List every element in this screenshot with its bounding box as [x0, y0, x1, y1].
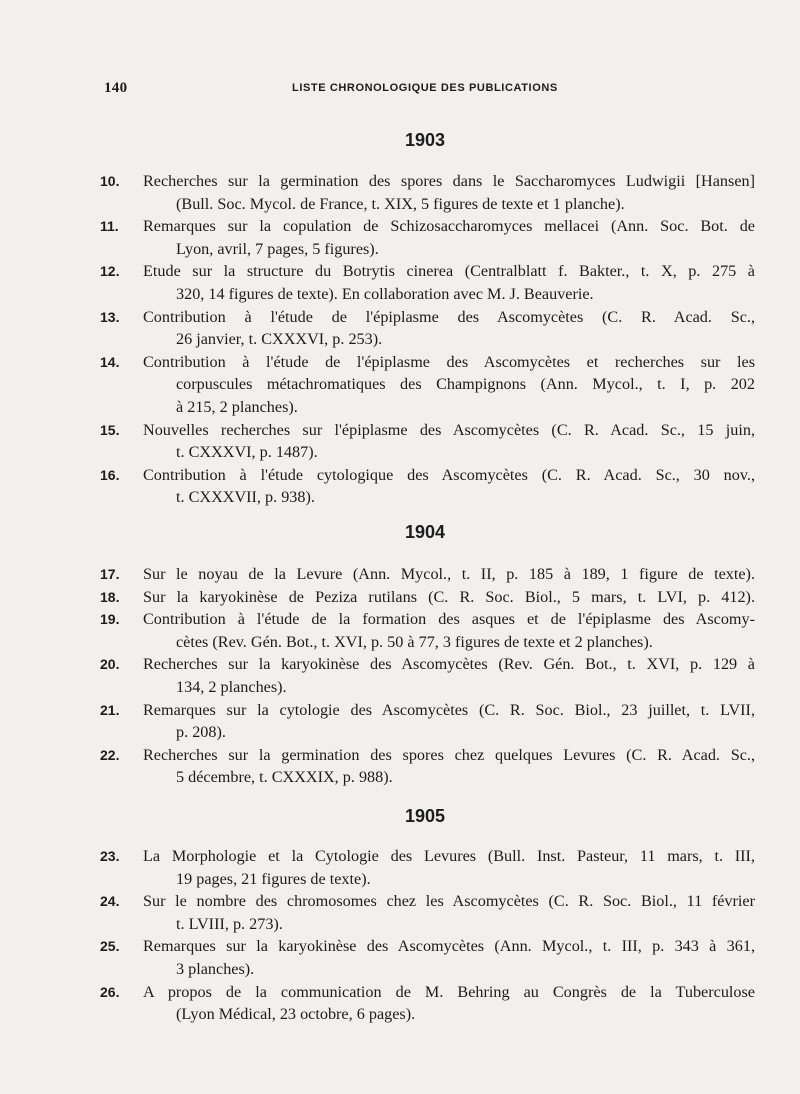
entry-number: 26.	[100, 983, 120, 1000]
entry-number: 23.	[100, 848, 120, 864]
entries-1905	[100, 845, 755, 1026]
entry-text-line: Sur le noyau de la Levure (Ann. Mycol., t. II, p. 185 à 189, 1 figure de texte).	[143, 565, 755, 583]
publication-entry	[100, 306, 755, 351]
entry-text-line: Contribution à l'étude cytologique des Ascomycètes (C. R. Acad. Sc., 30 nov.,	[143, 465, 755, 484]
entry-text-line: 26 janvier, t. CXXXVI, p. 253).	[176, 330, 383, 349]
publication-entry	[100, 419, 755, 464]
publication-entry	[100, 170, 755, 215]
entry-text-line: t. LVIII, p. 273).	[176, 914, 283, 933]
page-number: 140	[104, 80, 128, 96]
entries-1904	[100, 563, 755, 789]
entries-1903	[100, 170, 755, 509]
running-title: LISTE CHRONOLOGIQUE DES PUBLICATIONS	[292, 82, 558, 94]
entry-text-line: Recherches sur la germination des spores chez quelques Levures (C. R. Acad. Sc.,	[143, 745, 755, 764]
entry-text-line: Contribution à l'étude de l'épiplasme des Ascomycètes et recherches sur les	[143, 352, 755, 371]
entry-number: 13.	[100, 308, 120, 325]
publication-entry	[100, 935, 755, 980]
entry-number: 21.	[100, 701, 120, 718]
entry-number: 25.	[100, 938, 120, 955]
entry-text-line: 19 pages, 21 figures de texte).	[176, 869, 371, 888]
entry-number: 18.	[100, 588, 120, 605]
publication-entry	[100, 351, 755, 419]
entry-text-line: A propos de la communication de M. Behring au Congrès de la Tuberculose	[143, 982, 755, 1001]
entry-number: 12.	[100, 263, 120, 280]
year-heading-1903: 1903	[404, 130, 446, 150]
entry-text-line: Contribution à l'étude de l'épiplasme des Ascomycètes (C. R. Acad. Sc.,	[143, 307, 755, 326]
entry-text-line: Recherches sur la karyokinèse des Ascomycètes (Rev. Gén. Bot., t. XVI, p. 129 à	[143, 655, 755, 674]
entry-text-line: Remarques sur la copulation de Schizosaccharomyces mellacei (Ann. Soc. Bot. de	[143, 217, 755, 236]
year-heading-1905: 1905	[404, 806, 446, 826]
entry-text-line: Recherches sur la germination des spores dans le Saccharomyces Ludwigii [Hansen]	[143, 172, 755, 190]
entry-text-line: Sur la karyokinèse de Peziza rutilans (C. R. Soc. Biol., 5 mars, t. LVI, p. 412).	[143, 587, 755, 606]
entry-text-line: La Morphologie et la Cytologie des Levures (Bull. Inst. Pasteur, 11 mars, t. III,	[143, 847, 755, 865]
entry-number: 11.	[100, 218, 119, 235]
year-heading-1904: 1904	[404, 522, 446, 542]
entry-number: 19.	[100, 611, 120, 628]
entry-number: 24.	[100, 893, 120, 910]
entry-number: 15.	[100, 421, 120, 438]
entry-number: 14.	[100, 353, 120, 370]
entry-text-line: t. CXXXVI, p. 1487).	[176, 443, 318, 462]
entry-number: 22.	[100, 746, 120, 763]
entry-number: 17.	[100, 566, 120, 582]
entry-text-line: Remarques sur la karyokinèse des Ascomycètes (Ann. Mycol., t. III, p. 343 à 361,	[143, 937, 755, 956]
entry-text-line: Nouvelles recherches sur l'épiplasme des Ascomycètes (C. R. Acad. Sc., 15 juin,	[143, 420, 755, 439]
entry-text-line: 3 planches).	[176, 959, 255, 978]
publication-entry	[100, 586, 755, 609]
publication-entry	[100, 464, 755, 509]
publication-entry	[100, 744, 755, 789]
entry-number: 10.	[100, 173, 120, 189]
publication-entry	[100, 845, 755, 890]
publication-entry	[100, 563, 755, 586]
entry-text-line: 320, 14 figures de texte). En collaboration avec M. J. Beauverie.	[176, 284, 594, 303]
entry-text-line: à 215, 2 planches).	[176, 397, 298, 416]
entry-text-line: Lyon, avril, 7 pages, 5 figures).	[176, 239, 379, 258]
publication-entry	[100, 890, 755, 935]
entry-text-line: Sur le nombre des chromosomes chez les Ascomycètes (C. R. Soc. Biol., 11 février	[143, 892, 755, 911]
publication-entry	[100, 260, 755, 305]
entry-text-line: Remarques sur la cytologie des Ascomycètes (C. R. Soc. Biol., 23 juillet, t. LVII,	[143, 700, 755, 719]
publication-entry	[100, 981, 755, 1026]
entry-text-line: 134, 2 planches).	[176, 677, 287, 696]
entry-text-line: cètes (Rev. Gén. Bot., t. XVI, p. 50 à 77, 3 figures de texte et 2 planches).	[176, 632, 653, 651]
entry-number: 16.	[100, 466, 120, 483]
entry-text-line: corpuscules métachromatiques des Champignons (Ann. Mycol., t. I, p. 202	[176, 375, 755, 394]
publication-entry	[100, 653, 755, 698]
entry-text-line: 5 décembre, t. CXXXIX, p. 988).	[176, 768, 393, 787]
entry-text-line: (Bull. Soc. Mycol. de France, t. XIX, 5 figures de texte et 1 planche).	[176, 194, 625, 213]
entry-text-line: t. CXXXVII, p. 938).	[176, 488, 315, 507]
publication-entry	[100, 608, 755, 653]
entry-text-line: (Lyon Médical, 23 octobre, 6 pages).	[176, 1005, 416, 1024]
entry-text-line: p. 208).	[176, 723, 226, 742]
publication-entry	[100, 699, 755, 744]
entry-text-line: Contribution à l'étude de la formation des asques et de l'épiplasme des Ascomy-	[143, 610, 755, 629]
entry-number: 20.	[100, 656, 120, 673]
entry-text-line: Etude sur la structure du Botrytis cinerea (Centralblatt f. Bakter., t. X, p. 275 à	[143, 262, 755, 281]
publication-entry	[100, 215, 755, 260]
